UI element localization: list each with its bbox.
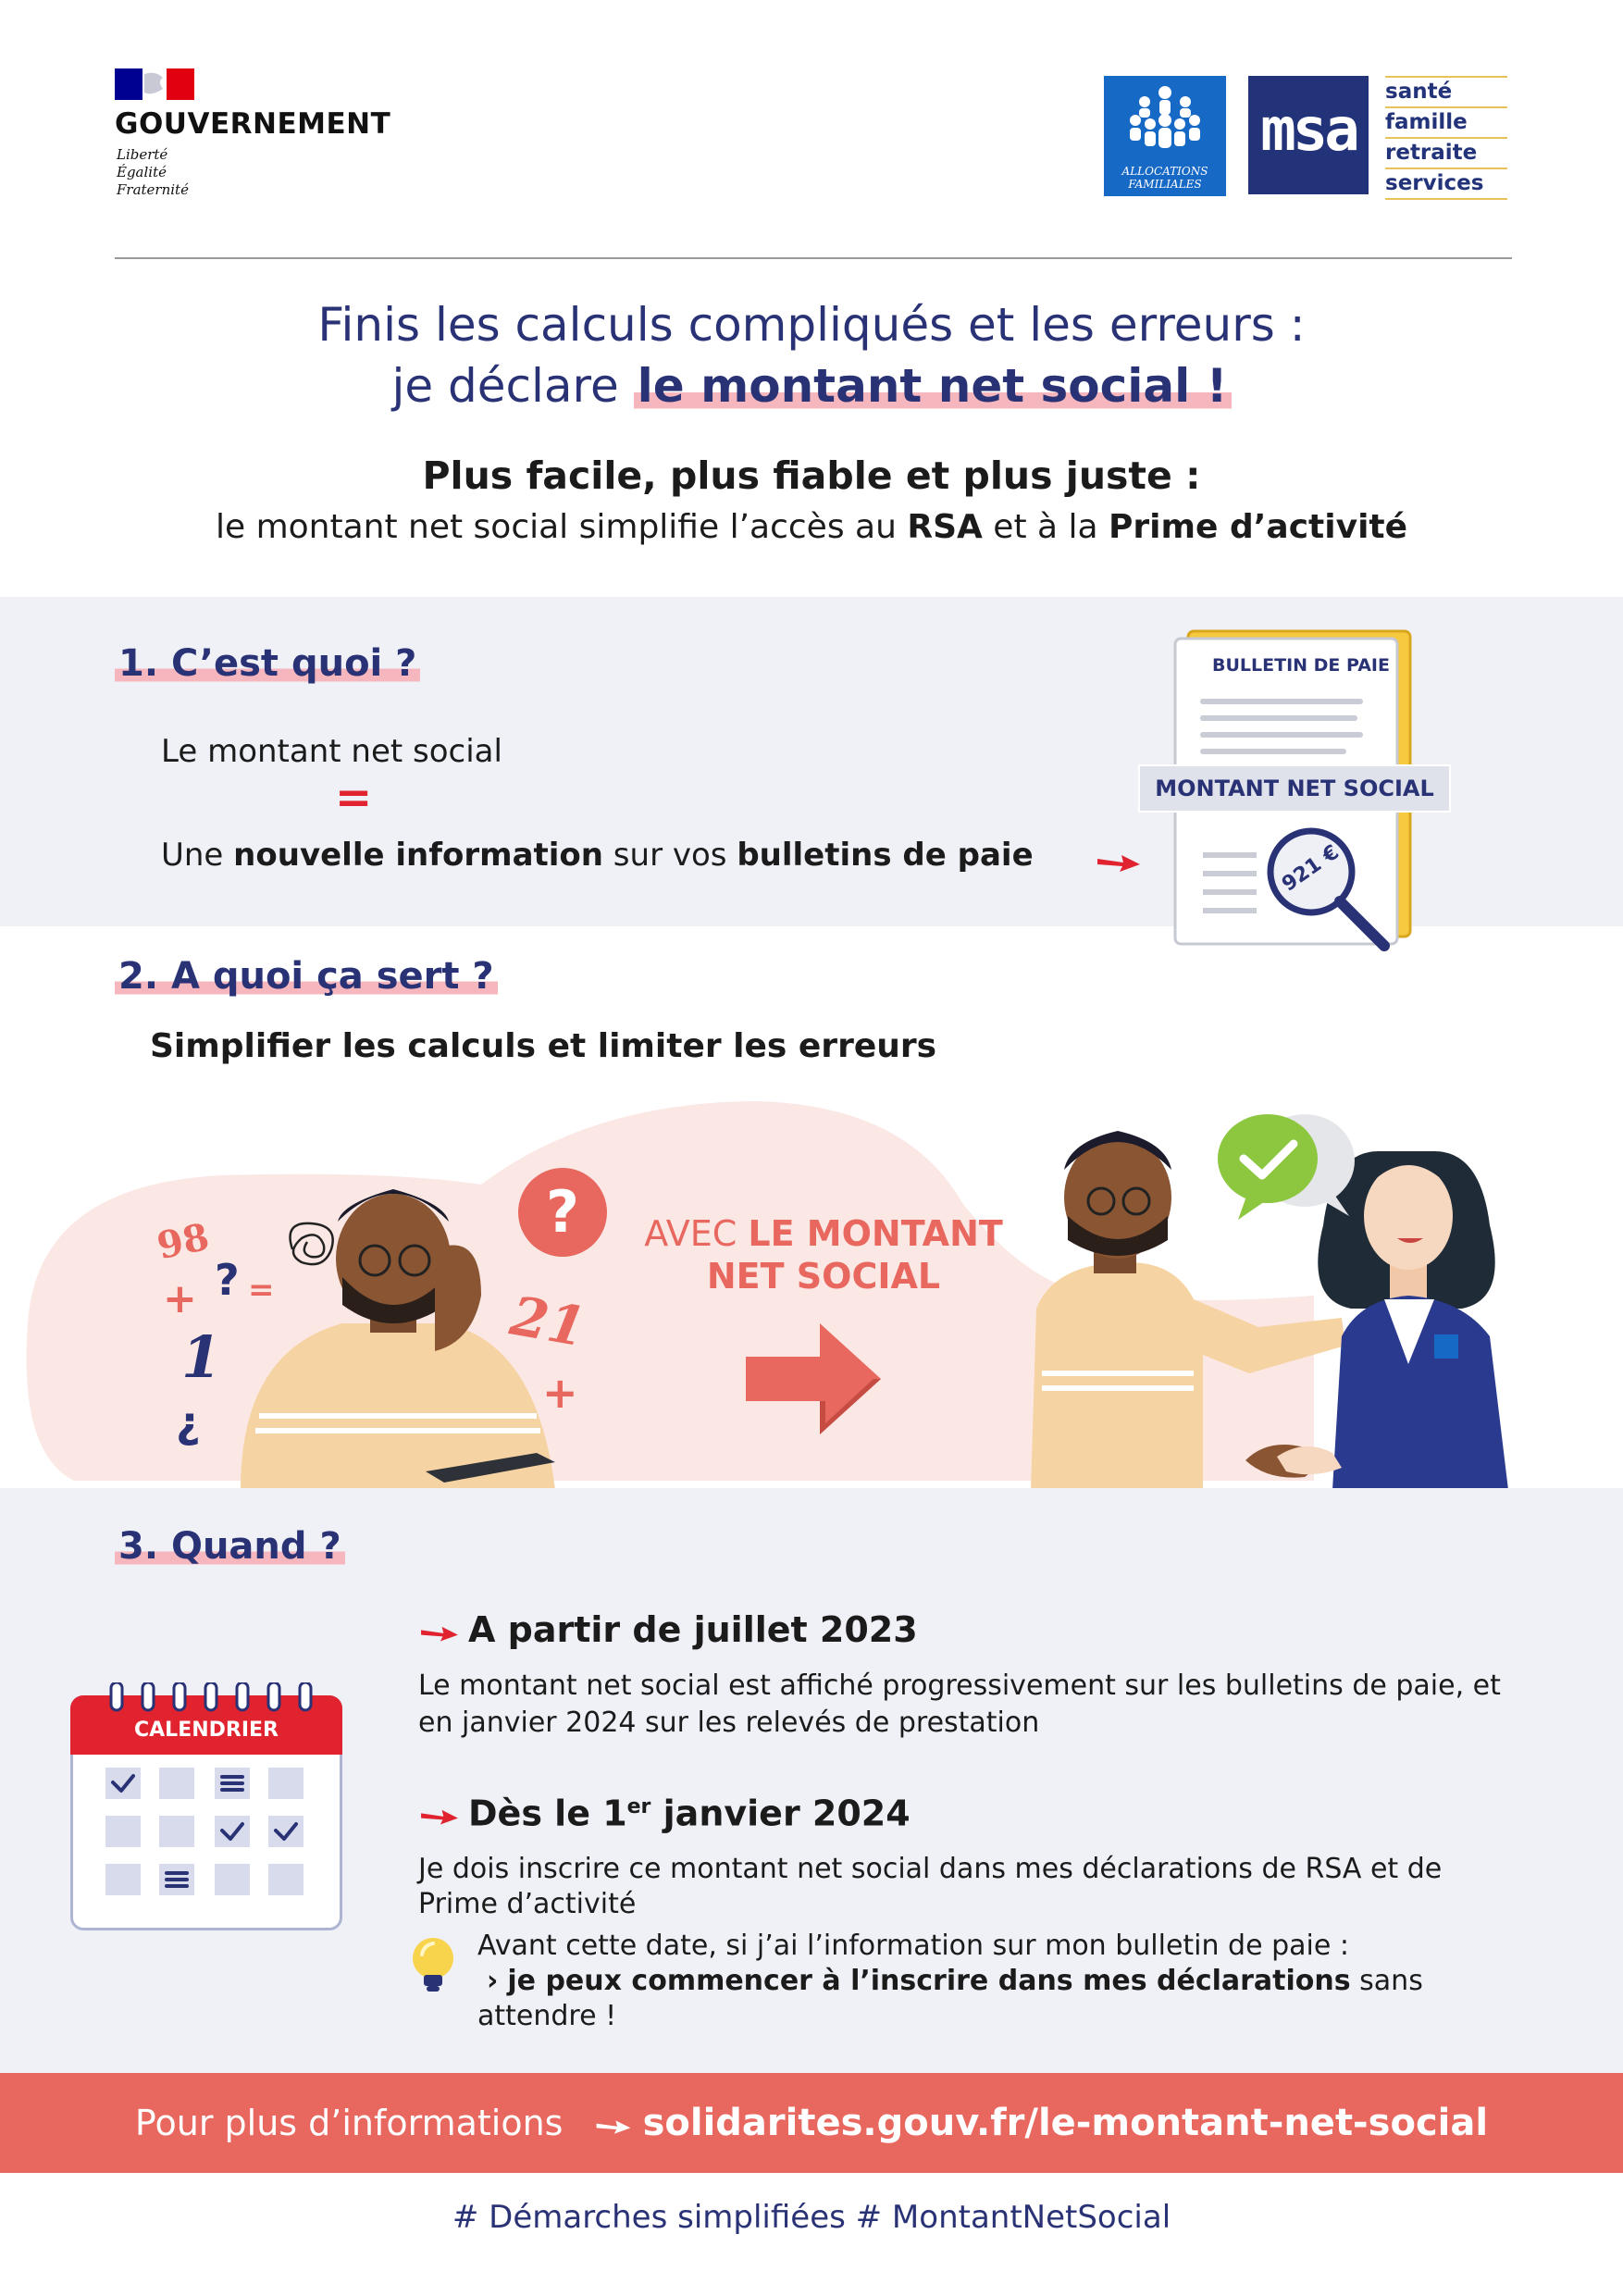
number-98: 98 — [153, 1214, 213, 1269]
tip-text: Avant cette date, si j’ai l’information sur mon bulletin de paie : › je peux commencer à l’inscrire dans mes déclarations sans attendre ! — [477, 1930, 1423, 2032]
title-highlight: le montant net social ! — [634, 359, 1232, 413]
section1-title: 1. C’est quoi ? — [115, 642, 420, 685]
lightbulb-icon — [409, 1936, 461, 1997]
red-arrow-icon — [418, 1804, 461, 1828]
number-21: 21 — [505, 1284, 591, 1359]
symbol-equals: = — [248, 1272, 275, 1309]
page-title: Finis les calculs compliqués et les erreurs : je déclare le montant net social ! — [317, 298, 1306, 413]
gov-title: GOUVERNEMENT — [115, 107, 391, 141]
header-divider — [115, 257, 1512, 259]
red-arrow-icon — [418, 1620, 461, 1644]
symbol-question: ? — [215, 1255, 240, 1305]
symbol-inv-question: ¿ — [176, 1397, 201, 1447]
when-item-1: A partir de juillet 2023 Le montant net social est affiché progressivement sur les bulletins de paie, et en janvier 2024 sur les relevés de prestation — [418, 1609, 1501, 1739]
section3-title: 3. Quand ? — [115, 1525, 345, 1568]
question-bubble: ? — [518, 1168, 607, 1257]
info-url-link[interactable]: solidarites.gouv.fr/le-montant-net-social — [642, 2102, 1489, 2144]
number-1: 1 — [181, 1323, 222, 1391]
payslip-amount: 921 € — [1278, 840, 1344, 897]
gov-logo — [115, 68, 392, 207]
gov-motto: Liberté Égalité Fraternité — [117, 146, 189, 198]
msa-tags: santé famille retraite services — [1385, 76, 1507, 200]
big-arrow-icon — [746, 1320, 885, 1440]
subtitle: Plus facile, plus fiable et plus juste : le montant net social simplifie l’accès au RSA et à la Prime d’activité — [215, 453, 1408, 546]
symbol-plus-1: + — [163, 1275, 197, 1322]
caf-label: ALLOCATIONS FAMILIALES — [1121, 165, 1208, 191]
caf-family-icon — [1104, 80, 1226, 163]
red-arrow-icon — [1096, 848, 1142, 875]
section2-title: 2. A quoi ça sert ? — [115, 955, 498, 998]
s1-equals: = — [335, 772, 373, 824]
payslip-label: MONTANT NET SOCIAL — [1138, 764, 1451, 813]
avec-montant-text: AVEC LE MONTANT NET SOCIAL — [644, 1213, 1003, 1297]
payslip-title: BULLETIN DE PAIE — [1212, 655, 1390, 676]
scribble-icon — [274, 1212, 348, 1277]
symbol-plus-2: + — [542, 1368, 578, 1418]
calendar-header: CALENDRIER — [70, 1695, 342, 1755]
msa-letters: msa — [1260, 96, 1357, 165]
msa-logo — [1248, 76, 1369, 194]
chevron-right-icon: › — [487, 1965, 499, 1997]
marianne-flag-icon — [115, 68, 194, 100]
s2-subtitle: Simplifier les calculs et limiter les erreurs — [150, 1027, 937, 1065]
payslip-illustration — [1140, 626, 1445, 968]
calendar-rings-icon — [70, 1682, 342, 1929]
hashtags: # Démarches simplifiées # MontantNetSocial — [452, 2199, 1171, 2236]
when-item-2: Dès le 1er janvier 2024 Je dois inscrire ce montant net social dans mes déclarations de RSA et de Prime d’activité — [418, 1793, 1443, 1920]
arrow-right-icon — [591, 2115, 636, 2137]
check-bubble-icon — [1210, 1112, 1358, 1223]
calendar-illustration — [70, 1682, 341, 1929]
s1-line1: Le montant net social — [161, 733, 502, 770]
s1-line2: Une nouvelle information sur vos bulletins de paie — [161, 837, 1034, 874]
info-banner-text: Pour plus d’informations solidarites.gouv.fr/le-montant-net-social — [134, 2102, 1489, 2144]
caf-logo — [1104, 76, 1226, 196]
